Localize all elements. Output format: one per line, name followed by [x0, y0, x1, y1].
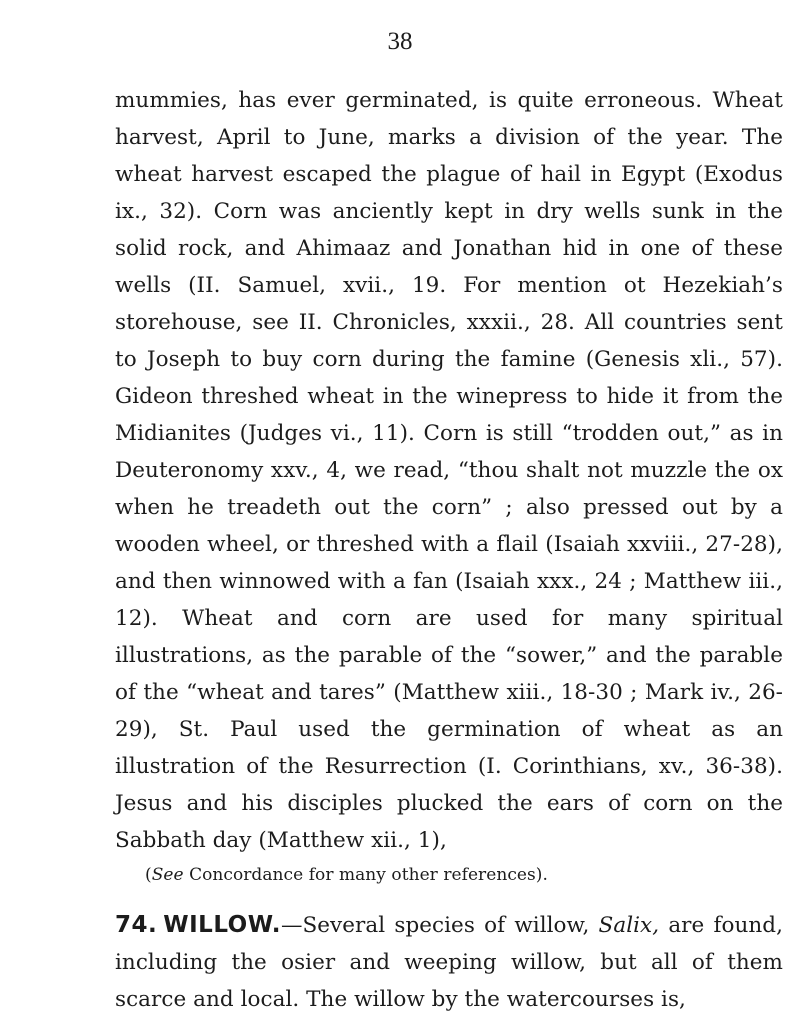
entry-heading: WILLOW.: [163, 912, 281, 938]
concordance-note: [115, 860, 783, 890]
page-number: 38: [387, 28, 413, 55]
entry-latin-name: Salix,: [598, 913, 660, 938]
entry-number: 74.: [115, 912, 158, 938]
note-open-paren: (: [145, 865, 152, 885]
note-text: Concordance for many other references).: [183, 865, 548, 885]
willow-entry: [115, 907, 783, 1015]
wheat-paragraph: mummies, has ever germinated, is quite erroneous. Wheat harvest, April to June, marks a division of the year. The wheat harvest escaped the plague of hail in Egypt (Exodus ix., 32). Corn was anciently kept in dry wells sunk in the solid rock, and Ahimaaz and Jonathan hid in one of these wells (II. Samuel, xvii., 19. For mention ot Hezekiah’s storehouse, see II. Chronicles, xxxii., 28. All countries sent to Joseph to buy corn during the famine (Genesis xli., 57). Gideon threshed wheat in the winepress to hide it from the Midianites (Judges vi., 11). Corn is still “trodden out,” as in Deuteronomy xxv., 4, we read, “thou shalt not muzzle the ox when he treadeth out the corn” ; also pressed out by a wooden wheel, or threshed with a flail (Isaiah xxviii., 27-28), and then winnowed with a fan (Isaiah xxx., 24 ; Matthew iii., 12). Wheat and corn are used for many spiritual illustrations, as the parable of the “sower,” and the parable of the “wheat and tares” (Matthew xiii., 18-30 ; Mark iv., 26-29), St. Paul used the germination of wheat as an illustration of the Resurrection (I. Corinthians, xv., 36-38). Jesus and his disciples plucked the ears of corn on the Sabbath day (Matthew xii., 1),: [115, 88, 783, 853]
entry-text: are found, including the osier and weeping willow, but all of them scarce and local. The willow by the watercourses is,: [115, 913, 783, 1012]
note-see-word: See: [151, 865, 184, 885]
main-text: [115, 82, 783, 1015]
entry-dash-text: —Several species of willow,: [280, 913, 599, 938]
